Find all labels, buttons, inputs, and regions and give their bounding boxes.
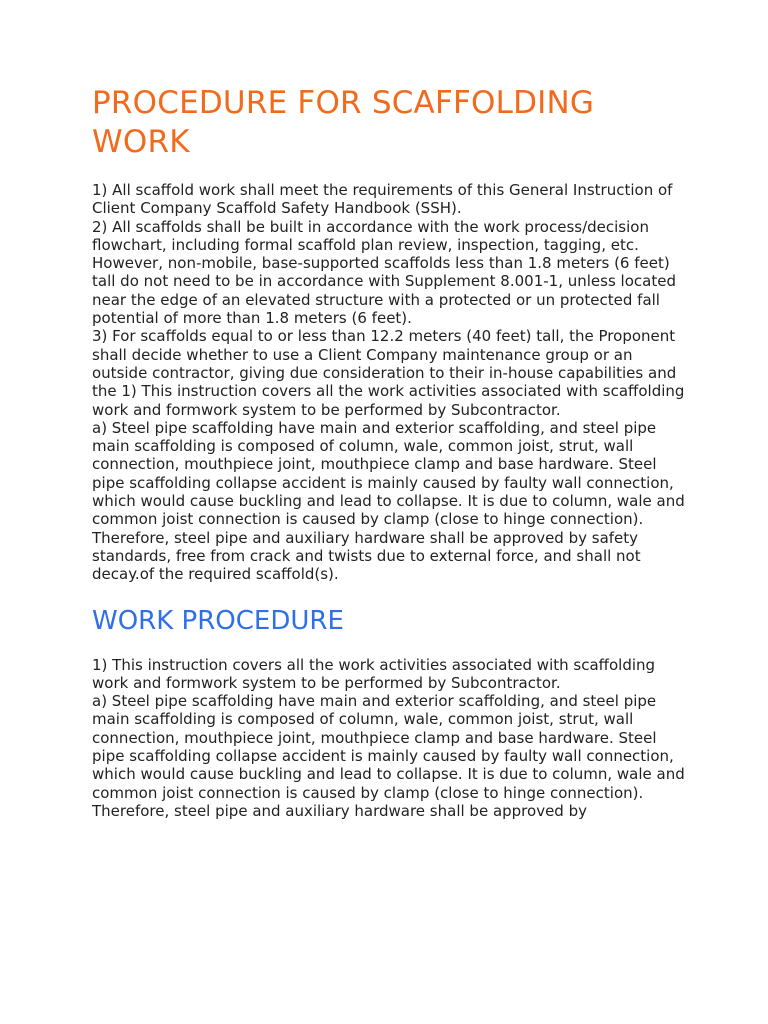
paragraph-2: 2) All scaffolds shall be built in accordance with the work process/decision flowchart, including formal scaffold plan review, inspection, tagging, etc. However, non-mobile, base-supported scaffolds less than 1.8 meters (6 feet) tall do not need to be in accordance with Supplement 8.001-1, unless located near the edge of an elevated structure with a protected or un protected fall potential of more than 1.8 meters (6 feet). [92,217,676,328]
section-heading: WORK PROCEDURE [92,605,344,636]
document-page [92,84,692,820]
paragraph-4: a) Steel pipe scaffolding have main and exterior scaffolding, and steel pipe main scaffolding is composed of column, wale, common joist, strut, wall connection, mouthpiece joint, mouthpiece clamp and base hardware. Steel pipe scaffolding collapse accident is mainly caused by faulty wall connection, which would cause buckling and lead to collapse. It is due to column, wale and common joist connection is caused by clamp (close to hinge connection). Therefore, steel pipe and auxiliary hardware shall be approved by safety standards, free from crack and twists due to external force, and shall not decay.of the required scaffold(s). [92,418,685,584]
paragraph-3: 3) For scaffolds equal to or less than 12.2 meters (40 feet) tall, the Proponent shall decide whether to use a Client Company maintenance group or an outside contractor, giving due consideration to their in-house capabilities and the 1) This instruction covers all the work activities associated with scaffolding work and formwork system to be performed by Subcontractor. [92,327,685,419]
intro-section [92,181,692,584]
work-procedure-section [92,656,692,821]
page-title: PROCEDURE FOR SCAFFOLDING WORK [92,85,595,160]
paragraph-6: a) Steel pipe scaffolding have main and exterior scaffolding, and steel pipe main scaffolding is composed of column, wale, common joist, strut, wall connection, mouthpiece joint, mouthpiece clamp and base hardware. Steel pipe scaffolding collapse accident is mainly caused by faulty wall connection, which would cause buckling and lead to collapse. It is due to column, wale and common joist connection is caused by clamp (close to hinge connection). Therefore, steel pipe and auxiliary hardware shall be approved by [92,692,685,820]
paragraph-5: 1) This instruction covers all the work activities associated with scaffolding work and formwork system to be performed by Subcontractor. [92,655,656,692]
paragraph-1: 1) All scaffold work shall meet the requirements of this General Instruction of Client Company Scaffold Safety Handbook (SSH). [92,181,673,218]
